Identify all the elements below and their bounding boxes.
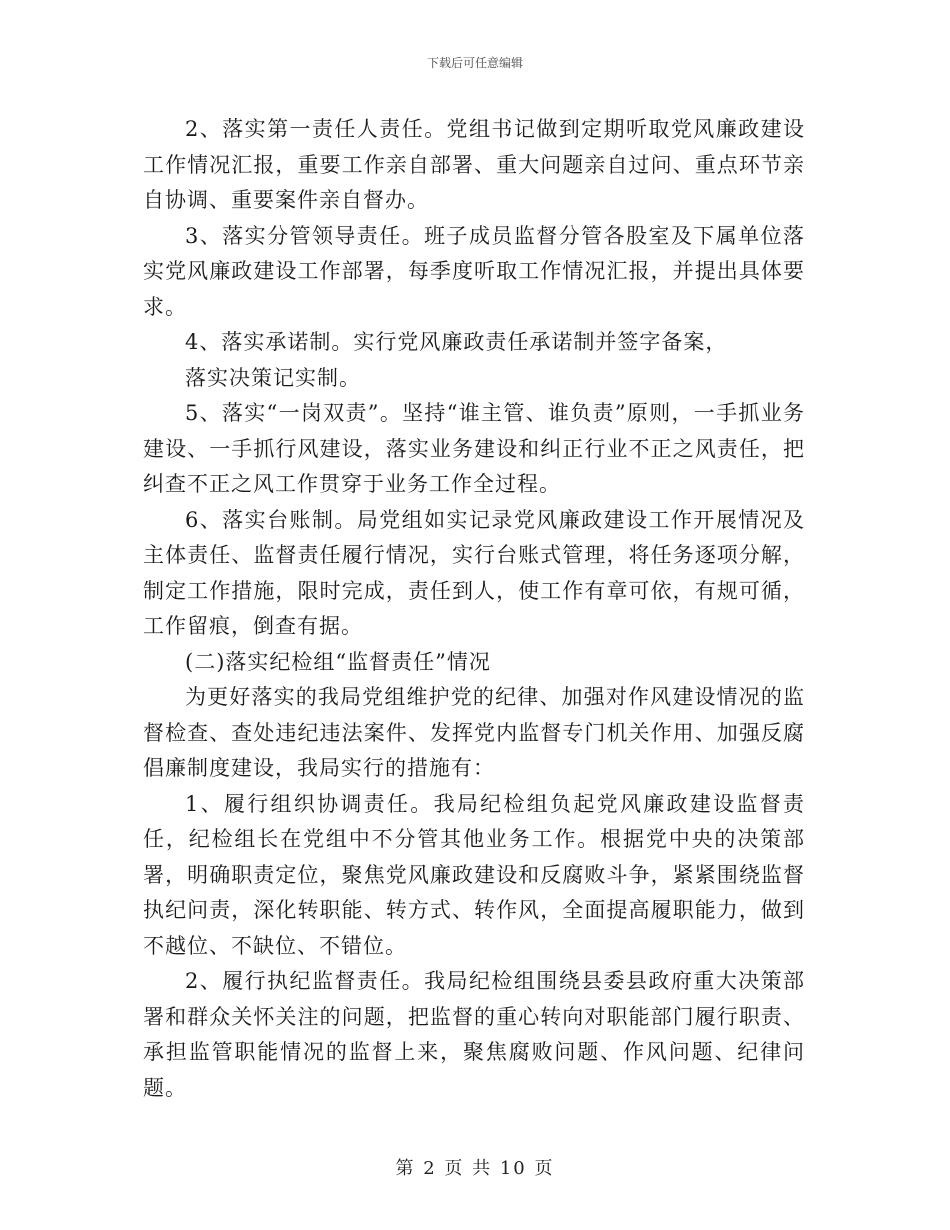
paragraph-intro: 为更好落实的我局党组维护党的纪律、加强对作风建设情况的监督检查、查处违纪违法案件、发挥党内监督专门机关作用、加强反腐倡廉制度建设，我局实行的措施有： <box>143 685 805 780</box>
paragraph-item-6: 6、落实台账制。局党组如实记录党风廉政建设工作开展情况及主体责任、监督责任履行情况，实行台账式管理，将任务逐项分解，制定工作措施，限时完成，责任到人，使工作有章可依，有规可循，工作留痕，倒查有据。 <box>143 507 805 638</box>
section-heading: (二)落实纪检组“监督责任”情况 <box>185 649 491 674</box>
paragraph-item-3: 3、落实分管领导责任。班子成员监督分管各股室及下属单位落实党风廉政建设工作部署，每季度听取工作情况汇报，并提出具体要求。 <box>143 223 805 319</box>
paragraph-duty-2: 2、履行执纪监督责任。我局纪检组围绕县委县政府重大决策部署和群众关怀关注的问题，把监督的重心转向对职能部门履行职责、承担监管职能情况的监督上来，聚焦腐败问题、作风问题、纪律问题。 <box>143 969 805 1100</box>
paragraph-item-4: 4、落实承诺制。实行党风廉政责任承诺制并签字备案， <box>185 330 728 354</box>
paragraph-item-2: 2、落实第一责任人责任。党组书记做到定期听取党风廉政建设工作情况汇报，重要工作亲自部署、重大问题亲自过问、重点环节亲自协调、重要案件亲自督办。 <box>143 117 805 212</box>
paragraph-item-5: 5、落实“一岗双责”。坚持“谁主管、谁负责”原则，一手抓业务建设、一手抓行风建设，落实业务建设和纠正行业不正之风责任，把纠查不正之风工作贯穿于业务工作全过程。 <box>143 401 805 496</box>
header-note: 下载后可任意编辑 <box>426 56 523 70</box>
paragraph-decision-record: 落实决策记实制。 <box>185 365 361 390</box>
document-body <box>143 112 805 1106</box>
paragraph-duty-1: 1、履行组织协调责任。我局纪检组负起党风廉政建设监督责任，纪检组长在党组中不分管其他业务工作。根据党中央的决策部署，明确职责定位，聚焦党风廉政建设和反腐败斗争，紧紧围绕监督执纪问责，深化转职能、转方式、转作风，全面提高履职能力，做到不越位、不缺位、不错位。 <box>143 791 805 958</box>
page-number: 第 2 页 共 10 页 <box>395 1158 555 1179</box>
